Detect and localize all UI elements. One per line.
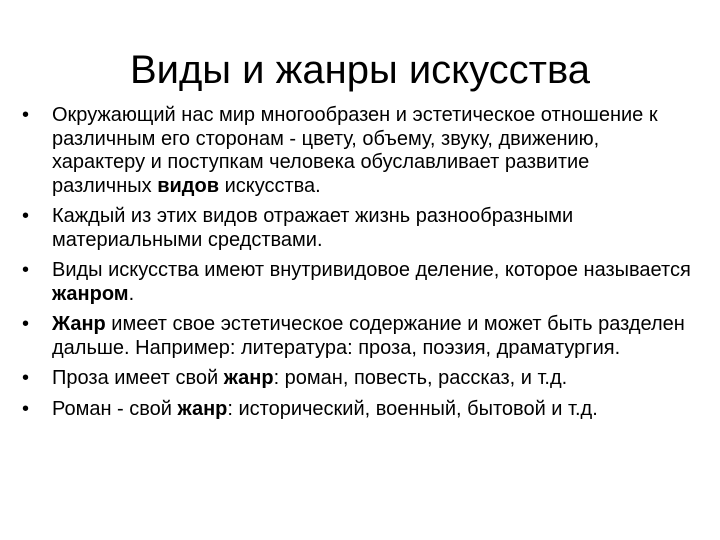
bullet-marker: • (22, 313, 30, 335)
bullet-text: имеет свое эстетическое содержание и может быть разделен дальше. Например: литература: проза, поэзия, драматургия. (52, 313, 685, 359)
bullet-marker: • (22, 104, 30, 126)
bullet-text: : исторический, военный, бытовой и т.д. (227, 397, 598, 420)
bullet-marker: • (22, 397, 30, 420)
bullet-text: Роман - свой (52, 397, 178, 420)
bullet-bold-term: жанром (52, 282, 129, 305)
bullet-list (22, 104, 692, 428)
bullet-marker: • (22, 367, 30, 389)
bullet-item-4 (22, 313, 692, 360)
bullet-marker: • (22, 205, 30, 227)
bullet-text: Каждый из этих видов отражает жизнь разнообразными материальными средствами. (52, 205, 574, 251)
bullet-text: Проза имеет свой (52, 367, 224, 389)
bullet-item-1 (22, 104, 692, 198)
bullet-item-2 (22, 205, 692, 252)
bullet-text: Виды искусства имеют внутривидовое деление, которое называется (52, 259, 691, 281)
bullet-bold-term: видов (157, 174, 220, 197)
bullet-bold-term: Жанр (52, 313, 106, 335)
bullet-bold-term: жанр (177, 397, 228, 420)
bullet-text: искусства. (219, 174, 321, 197)
bullet-item-5 (22, 367, 692, 391)
slide-title: Виды и жанры искусства (129, 48, 591, 92)
bullet-item-6 (22, 398, 692, 422)
bullet-item-3 (22, 259, 692, 306)
bullet-text: Окружающий нас мир многообразен и эстетическое отношение к различным его сторонам - цвету, объему, звуку, движению, характеру и поступкам человека обуславливает развитие различных (52, 104, 658, 197)
bullet-text: : роман, повесть, рассказ, и т.д. (273, 367, 568, 389)
bullet-text: . (128, 282, 135, 305)
bullet-marker: • (22, 259, 30, 281)
bullet-bold-term: жанр (223, 367, 274, 389)
